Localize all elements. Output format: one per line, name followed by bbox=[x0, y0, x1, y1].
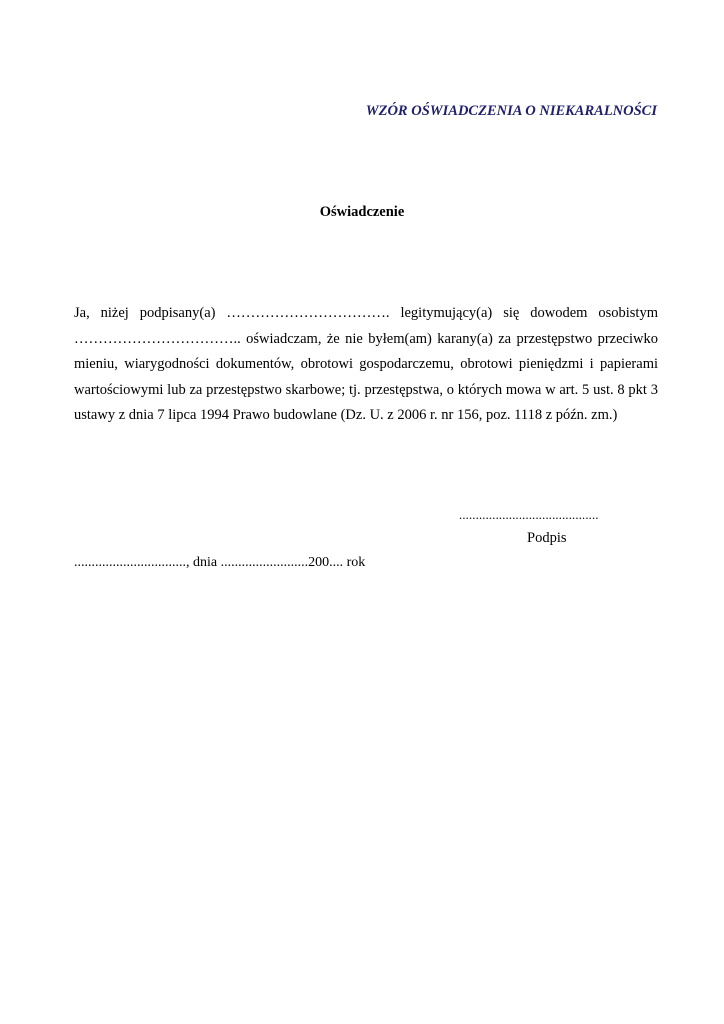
signature-label: Podpis bbox=[527, 530, 567, 546]
header-title: WZÓR OŚWIADCZENIA O NIEKARALNOŚCI bbox=[365, 103, 657, 119]
document-title: Oświadczenie bbox=[319, 204, 405, 220]
signature-line: .......................................... bbox=[459, 508, 599, 522]
place-date-line: ................................, dnia .........................200.... rok bbox=[74, 555, 366, 570]
statement-body bbox=[74, 301, 658, 429]
statement-text: Ja, niżej podpisany(a) ……………………………. legitymujący(a) się dowodem osobistym …………………………….. oświadczam, że nie byłem(am) karany(a) za przestępstwo przeciwko mieniu, wiarygodności dokumentów, obrotowi gospodarczemu, obrotowi pieniędzmi i papierami wartościowymi lub za przestępstwo skarbowe; tj. przestępstwa, o których mowa w art. 5 ust. 8 pkt 3 ustawy z dnia 7 lipca 1994 Prawo budowlane (Dz. U. z 2006 r. nr 156, poz. 1118 z późn. zm.) bbox=[74, 305, 658, 423]
